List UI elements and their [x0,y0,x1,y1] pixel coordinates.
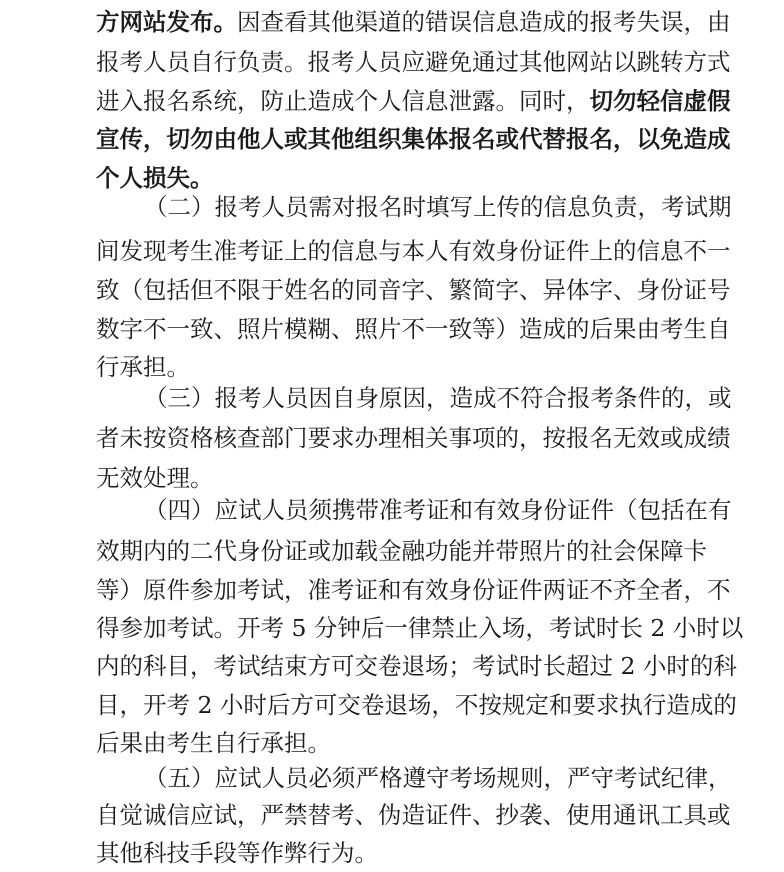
text-segment: 宣传，切勿由他人或其他组织集体报名或代替报名，以免造成 [96,125,731,153]
text-line-8 [96,272,731,308]
text-line-6 [144,189,732,225]
text-segment: 报考人员自行负责。报考人员应避免通过其他网站以跳转方式 [96,48,731,76]
text-segment: 切勿轻信虚假 [589,87,731,115]
text-segment: 数字不一致、照片模糊、照片不一致等）造成的后果由考生自 [96,315,731,343]
text-line-15 [96,533,707,569]
text-line-11 [144,380,732,416]
text-segment: （四）应试人员须携带准考证和有效身份证件（包括在有 [144,496,732,524]
text-line-9 [96,311,731,347]
text-line-13 [96,460,214,496]
text-line-2 [96,44,731,80]
text-segment: 目，开考 2 小时后方可交卷退场，不按规定和要求执行造成的 [96,691,737,719]
text-segment: 其他科技手段等作弊行为。 [96,839,378,867]
text-segment: （二）报考人员需对报名时填写上传的信息负责，考试期 [144,193,732,221]
text-line-16 [96,572,731,608]
text-line-20 [96,725,331,761]
text-segment: 等）原件参加考试，准考证和有效身份证件两证不齐全者，不 [96,576,731,604]
text-segment: 效期内的二代身份证或加载金融功能并带照片的社会保障卡 [96,537,707,565]
text-segment: 个人损失。 [96,164,214,192]
text-line-19 [96,687,737,723]
text-line-1 [96,4,731,40]
text-line-14 [144,492,732,528]
text-segment: （三）报考人员因自身原因，造成不符合报考条件的，或 [144,384,732,412]
text-segment: 后果由考生自行承担。 [96,729,331,757]
text-line-3 [96,83,731,119]
text-segment: 自觉诚信应试，严禁替考、伪造证件、抄袭、使用通讯工具或 [96,801,731,829]
text-segment: 致（包括但不限于姓名的同音字、繁简字、异体字、身份证号 [96,276,731,304]
text-line-4 [96,121,731,157]
text-segment: 得参加考试。开考 5 分钟后一律禁止入场，考试时长 2 小时以 [96,614,744,642]
text-segment: 进入报名系统，防止造成个人信息泄露。同时， [96,87,590,115]
text-line-22 [96,797,731,833]
text-segment: 行承担。 [96,353,190,381]
text-segment: 者未按资格核查部门要求办理相关事项的，按报名无效或成绩 [96,424,731,452]
text-line-17 [96,610,744,646]
text-segment: 方网站发布。 [96,8,237,36]
text-line-23 [96,835,378,871]
text-segment: 因查看其他渠道的错误信息造成的报考失误，由 [237,8,731,36]
text-line-7 [96,233,731,269]
text-segment: 间发现考生准考证上的信息与本人有效身份证件上的信息不一 [96,237,731,265]
text-line-12 [96,420,731,456]
text-segment: （五）应试人员必须严格遵守考场规则，严守考试纪律， [144,764,732,792]
text-segment: 无效处理。 [96,464,214,492]
text-segment: 内的科目，考试结束方可交卷退场；考试时长超过 2 小时的科 [96,652,737,680]
text-line-18 [96,648,737,684]
text-line-21 [144,760,732,796]
